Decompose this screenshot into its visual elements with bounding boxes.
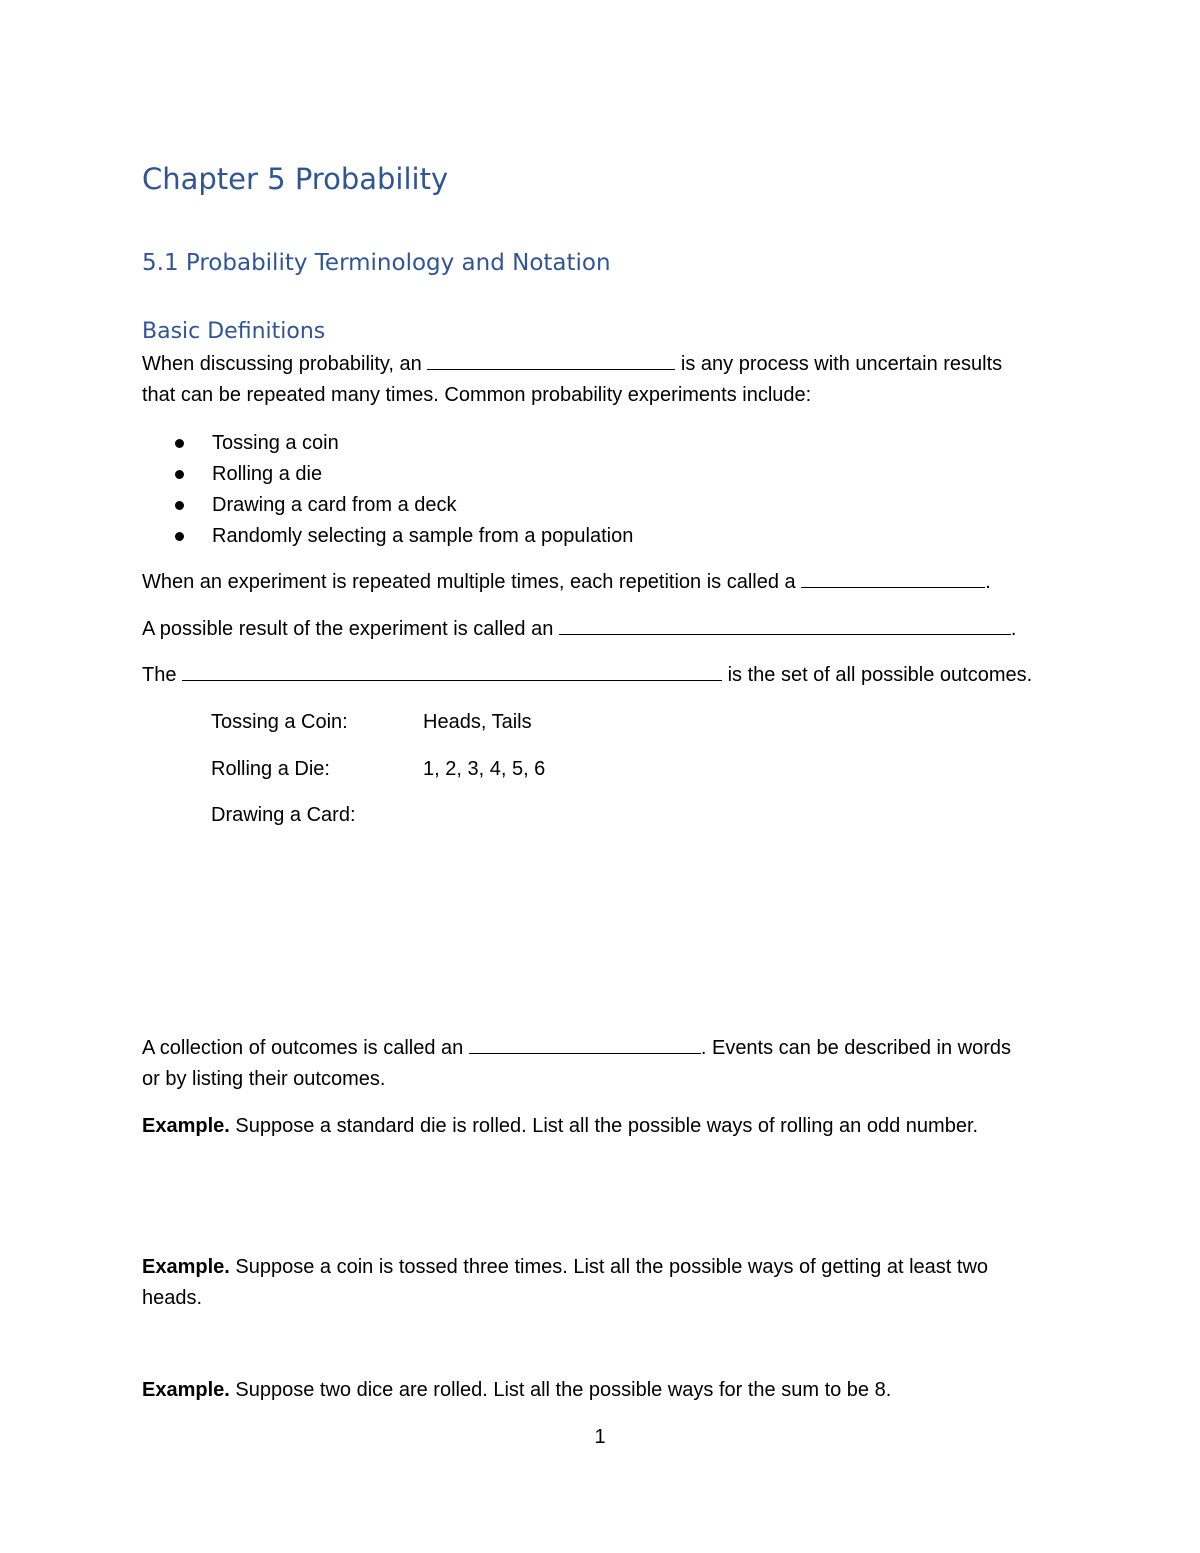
experiment-definition-line1: When discussing probability, an is any process with uncertain results [142, 353, 1003, 375]
list-item: Drawing a card from a deck [142, 490, 633, 521]
example-odd-number: Example. Suppose a standard die is rolled. List all the possible ways of rolling an odd number. [142, 1115, 979, 1137]
list-item: Tossing a coin [142, 428, 633, 459]
fill-in-blank [801, 569, 985, 588]
fill-in-blank [559, 616, 1011, 635]
event-definition-line2: or by listing their outcomes. [142, 1068, 386, 1090]
event-definition-line1: A collection of outcomes is called an . Events can be described in words [142, 1037, 1012, 1059]
subsection-title: Basic Definitions [142, 319, 326, 344]
list-item: Rolling a die [142, 459, 633, 490]
bullet-icon [175, 439, 184, 448]
section-title: 5.1 Probability Terminology and Notation [142, 250, 611, 276]
experiment-definition-line2: that can be repeated many times. Common probability experiments include: [142, 384, 812, 406]
fill-in-blank [469, 1035, 701, 1054]
bullet-icon [175, 532, 184, 541]
bullet-icon [175, 470, 184, 479]
fill-in-blank [182, 662, 722, 681]
sample-space-sentence: The is the set of all possible outcomes. [142, 664, 1033, 686]
fill-in-blank [427, 351, 675, 370]
outcome-sentence: A possible result of the experiment is called an . [142, 618, 1017, 640]
list-item: Randomly selecting a sample from a population [142, 521, 633, 552]
experiment-list [142, 428, 633, 552]
sample-space-row: Rolling a Die: 1, 2, 3, 4, 5, 6 [211, 758, 546, 780]
chapter-title: Chapter 5 Probability [142, 162, 449, 196]
sample-space-row: Tossing a Coin: Heads, Tails [211, 711, 532, 733]
example-two-dice: Example. Suppose two dice are rolled. List all the possible ways for the sum to be 8. [142, 1379, 892, 1401]
trial-sentence: When an experiment is repeated multiple times, each repetition is called a . [142, 571, 991, 593]
sample-space-row: Drawing a Card: [211, 804, 356, 826]
bullet-icon [175, 501, 184, 510]
example-coin-tosses: Example. Suppose a coin is tossed three times. List all the possible ways of getting at least two [142, 1256, 989, 1278]
example-coin-tosses-line2: heads. [142, 1287, 203, 1309]
page-number: 1 [594, 1426, 606, 1448]
